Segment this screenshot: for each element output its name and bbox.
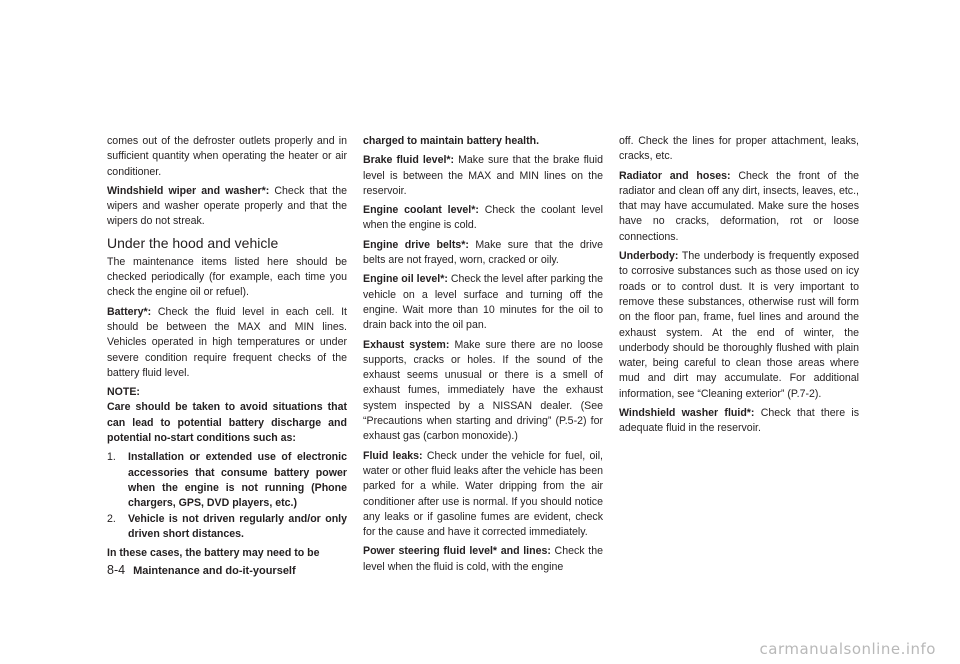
battery-text: Check the fluid level in each cell. It should be between the MAX and MIN lines. Vehicles operated in high temperatures or under severe condition require frequent checks of the battery fluid level. [107,305,347,379]
item-text: Check the level when the fluid is cold, with the engine [363,545,603,573]
item-label: Brake fluid level*: [363,154,455,167]
item-text: Make sure that the brake fluid level is between the MAX and MIN lines on the reservoir. [363,154,603,197]
power-steering-paragraph [363,544,603,575]
engine-oil-paragraph [363,272,603,333]
item-text: Check under the vehicle for fuel, oil, water or other fluid leaks after the vehicle has been parked for a while. Water dripping from the air conditioner after use is normal. If you should notice any leaks or if gasoline fumes are evident, check for the cause and have it corrected immediately. [363,449,603,539]
closing-paragraph: In these cases, the battery may need to be [107,547,320,560]
column-3 [619,134,859,441]
item-label: Fluid leaks: [363,449,423,462]
battery-paragraph [107,305,347,381]
item-label: Exhaust system: [363,338,450,351]
item-text: Make sure there are no loose supports, cracks or holes. If the sound of the exhaust seems unusual or there is a smell of exhaust fumes, immediately have the exhaust system inspected by a NISSAN dealer. (See “Precautions when starting and driving” (P.5-2) for exhaust gas (carbon monoxide).) [363,338,603,443]
wiper-text: Check that the wipers and washer operate properly and that the wipers do not streak. [107,184,347,228]
fluid-leaks-paragraph [363,449,603,541]
item-label: Engine drive belts*: [363,238,469,251]
item-text: Check the coolant level when the engine is cold. [363,204,603,232]
list-item [107,450,347,511]
item-text: The underbody is frequently exposed to corrosive substances such as those used on icy roads or to control dust. It is very important to remove these substances, otherwise rust will form on the floor pan, frame, fuel lines and around the exhaust system. At the end of winter, the underbody should be thoroughly flushed with plain water, being careful to clean those areas where mud and dirt may accumulate. For additional information, see “Cleaning exterior” (P.7-2). [619,250,859,400]
hood-intro-paragraph: The maintenance items listed here should be checked periodically (for example, each time you check the engine oil or refuel). [107,255,347,299]
drive-belts-paragraph [363,238,603,269]
list-item-number: 1. [107,451,116,464]
section-heading: Under the hood and vehicle [107,234,279,251]
column-2 [363,134,603,579]
item-label: Engine coolant level*: [363,204,479,217]
page-number: 8-4 [107,563,126,577]
column-1 [107,134,347,565]
item-label: Underbody: [619,250,679,263]
list-item-number: 2. [107,512,116,525]
underbody-paragraph [619,249,859,402]
note-label: NOTE: [107,386,140,399]
item-label: Radiator and hoses: [619,169,731,182]
continued-text: charged to maintain battery health. [363,135,540,147]
battery-label: Battery*: [107,305,152,318]
radiator-paragraph [619,169,859,245]
item-label: Engine oil level*: [363,273,448,286]
coolant-paragraph [363,203,603,234]
note-text: Care should be taken to avoid situations that can lead to potential battery discharge and potential no-start conditions such as: [107,401,347,445]
item-text: Check the front of the radiator and clean off any dirt, insects, leaves, etc., that may have accumulated. Make sure the hoses have no cracks, deformation, rot or loose connections. [619,169,859,243]
exhaust-paragraph [363,338,603,445]
list-item-text: Installation or extended use of electronic accessories that consume battery power when the engine is not running (Phone chargers, GPS, DVD players, etc.) [128,451,347,510]
item-label: Windshield washer fluid*: [619,407,755,420]
intro-paragraph: comes out of the defroster outlets properly and in sufficient quantity when operating the heater or air conditioner. [107,135,347,178]
watermark: carmanualsonline.info [759,640,936,658]
item-label: Power steering fluid level* and lines: [363,545,551,558]
continued-text: off. Check the lines for proper attachment, leaks, cracks, etc. [619,135,859,163]
section-title: Maintenance and do-it-yourself [133,565,296,577]
item-text: Check that there is adequate fluid in the reservoir. [619,407,859,435]
list-item-text: Vehicle is not driven regularly and/or only driven short distances. [128,512,347,540]
brake-fluid-paragraph [363,153,603,199]
condition-list [107,450,347,542]
list-item [107,512,347,543]
wiper-label: Windshield wiper and washer*: [107,184,270,197]
item-text: Check the level after parking the vehicle on a level surface and turning off the engine. Wait more than 10 minutes for the oil to drain back into the oil pan. [363,273,603,332]
washer-fluid-paragraph [619,406,859,437]
item-text: Make sure that the drive belts are not frayed, worn, cracked or oily. [363,238,603,267]
wiper-paragraph [107,184,347,230]
page-footer [107,563,296,578]
